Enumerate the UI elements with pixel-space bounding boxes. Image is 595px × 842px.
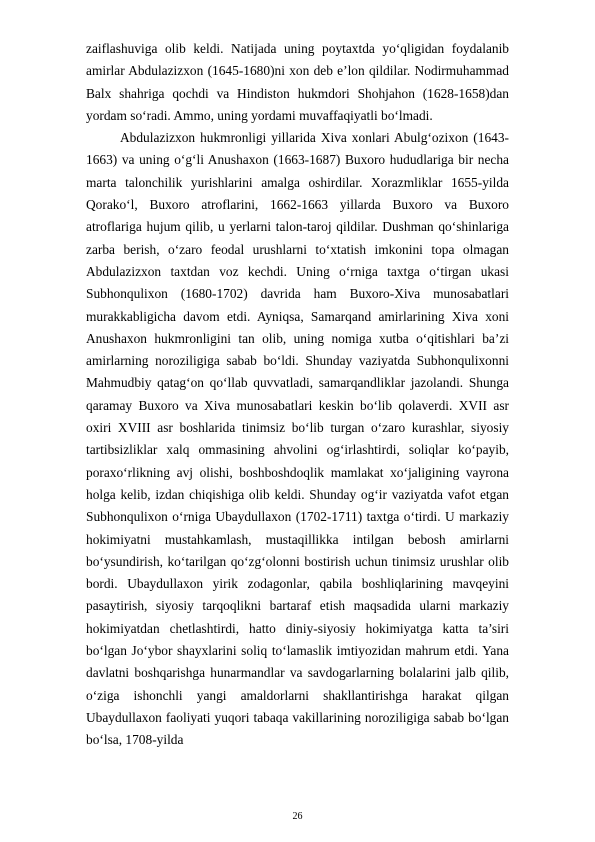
paragraph-abdulazizxon: Abdulazizxon hukmronligi yillarida Xiva xonlari Abulg‘ozixon (1643-1663) va uning o‘g‘li Anushaxon (1663-1687) Buxoro hududlariga bir necha marta talonchilik yurishlarini amalga oshirdilar. Xorazmliklar 1655-yilda Qorako‘l, Buxoro atroflarini, 1662-1663 yillarda Buxoro va Buxoro atroflariga hujum qilib, u yerlarni talon-taroj qildilar. Dushman qo‘shinlariga zarba berish, o‘zaro feodal urushlarni to‘xtatish imkonini topa olmagan Abdulazizxon taxtdan voz kechdi. Uning o‘rniga taxtga o‘tirgan ukasi Subhonqulixon (1680-1702) davrida ham Buxoro-Xiva munosabatlari murakkabligicha davom etdi. Ayniqsa, Samarqand amirlarining Xiva xoni Anushaxon hukmronligini tan olib, uning nomiga xutba o‘qitishlari ba’zi amirlarning noroziligiga sabab bo‘ldi. Shunday vaziyatda Subhonqulixonni Mahmudbiy qatag‘on qo‘llab quvvatladi, samarqandliklar jazolandi. Shunga qaramay Buxoro va Xiva munosabatlari keskin bo‘lib qolaverdi. XVII asr oxiri XVIII asr boshlarida tinimsiz bo‘lib turgan o‘zaro kurashlar, siyosiy tartibsizliklar xalq ommasining ahvolini og‘irlashtirdi, soliqlar ko‘payib, poraxo‘rlikning avj olishi, boshboshdoqlik mamlakat xo‘jaligining vayrona holga kelib, izdan chiqishiga olib keldi. Shunday og‘ir vaziyatda vafot etgan Subhonqulixon o‘rniga Ubaydullaxon (1702-1711) taxtga o‘tirdi. U markaziy hokimiyatni mustahkamlash, mustaqillikka intilgan bebosh amirlarni bo‘ysundirish, ko‘tarilgan qo‘zg‘olonni bostirish uchun tinimsiz urushlar olib bordi. Ubaydullaxon yirik zodagonlar, qabila boshliqlarining mavqeyini pasaytirish, siyosiy tarqoqlikni bartaraf etish maqsadida ularni markaziy hokimiyatdan chetlashtirdi, hatto diniy-siyosiy hokimiyatga katta ta’siri bo‘lgan Jo‘ybor shayxlarini soliq to‘lamaslik imtiyozidan mahrum etdi. Yana davlatni boshqarishga hunarmandlar va savdogarlarning bolalarini jalb qilib, o‘ziga ishonchli yangi amaldorlarni shakllantirishga harakat qilgan Ubaydullaxon faoliyati yuqori tabaqa vakillarining noroziligiga sabab bo‘lgan bo‘lsa, 1708-yilda bbox=[86, 130, 509, 748]
paragraph-continuation: zaiflashuviga olib keldi. Natijada uning poytaxtda yo‘qligidan foydalanib amirlar Abdulazizxon (1645-1680)ni xon deb e’lon qildilar. Nodirmuhammad Balx shahriga qochdi va Hindiston hukmdori Shohjahon (1628-1658)dan yordam so‘radi. Ammo, uning yordami muvaffaqiyatli bo‘lmadi. bbox=[86, 41, 509, 123]
page-number: 26 bbox=[292, 811, 303, 822]
body-text bbox=[86, 38, 509, 752]
